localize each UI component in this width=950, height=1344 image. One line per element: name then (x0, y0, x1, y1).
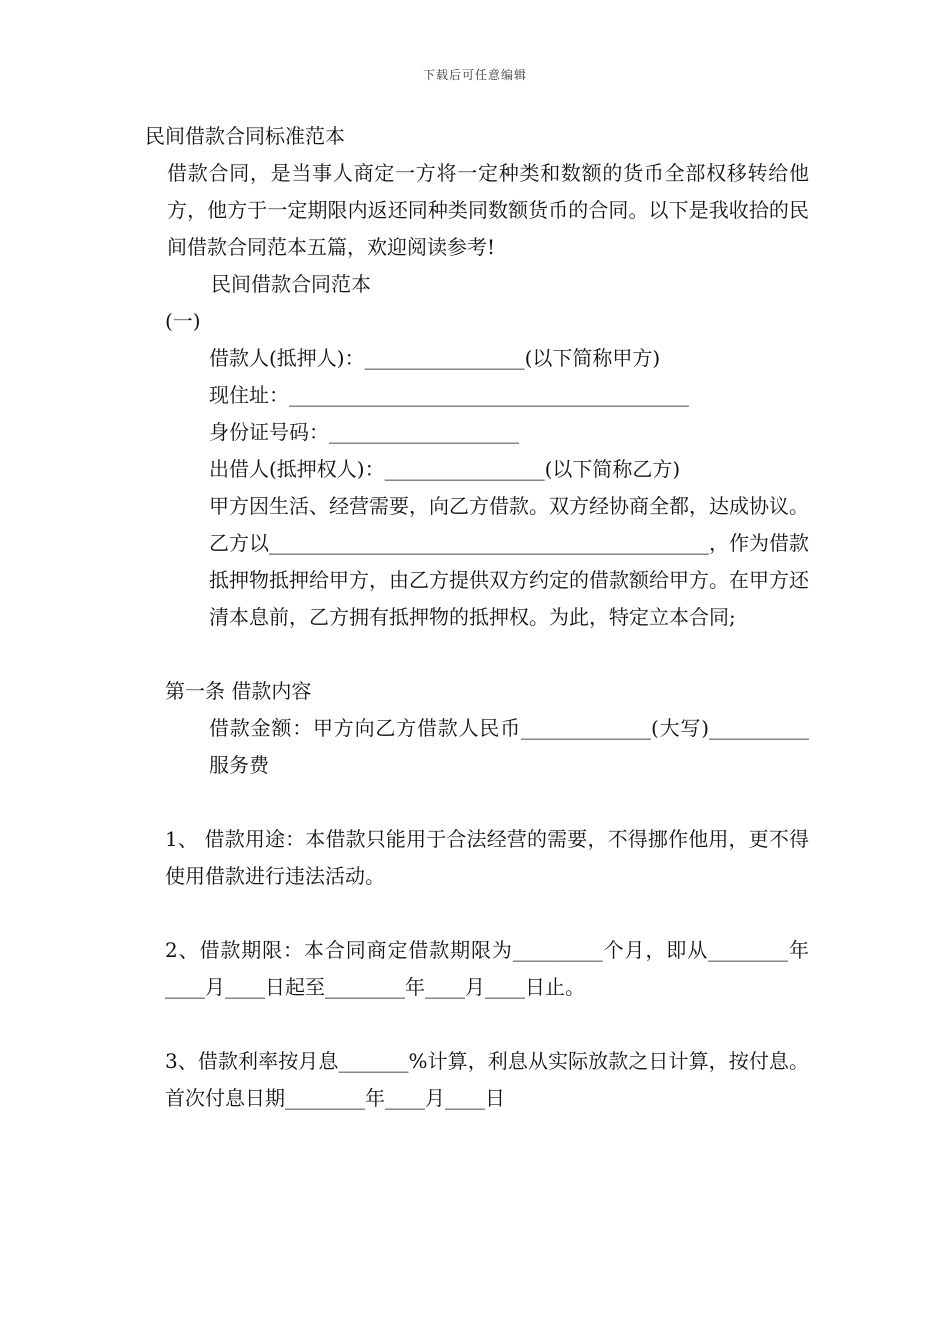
clause-2-loan-term: 2、借款期限：本合同商定借款期限为_________个月，即从________年____月____日起至________年____月____日止。 (165, 938, 809, 999)
document-subtitle: 民间借款合同范本 (211, 272, 371, 296)
agreement-paragraph: 甲方因生活、经营需要，向乙方借款。双方经协商全都，达成协议。乙方以____________________________________________，作为借款抵押物抵押给甲方，由乙方提供双方约定的借款额给甲方。在甲方还清本息前，乙方拥有抵押物的抵押权。为此，特定立本合同; (209, 494, 809, 629)
clause-3-interest-rate: 3、借款利率按月息_______%计算，利息从实际放款之日计算，按付息。首次付息日期________年____月____日 (165, 1049, 809, 1110)
address-line: 现住址：________________________________________ (209, 383, 689, 407)
intro-paragraph: 借款合同，是当事人商定一方将一定种类和数额的货币全部权移转给他方，他方于一定期限内返还同种类同数额货币的合同。以下是我收拾的民间借款合同范本五篇，欢迎阅读参考! (167, 161, 809, 259)
paragraph-gap (145, 1006, 809, 1043)
borrower-line: 借款人(抵押人)：________________(以下简称甲方) (209, 346, 661, 370)
paragraph-gap (145, 636, 809, 673)
id-number-line: 身份证号码：___________________ (209, 420, 519, 444)
document-body (145, 118, 809, 1117)
paragraph-gap (145, 784, 809, 821)
section-number: (一) (165, 309, 201, 333)
paragraph-gap (145, 895, 809, 932)
article-1-heading: 第一条 借款内容 (165, 679, 312, 703)
document-title: 民间借款合同标准范本 (145, 124, 345, 148)
loan-amount-line: 借款金额：甲方向乙方借款人民币_____________(大写)__________服务费 (209, 716, 809, 777)
lender-line: 出借人(抵押权人)：________________(以下简称乙方) (209, 457, 681, 481)
page-header-note: 下载后可任意编辑 (422, 68, 527, 82)
clause-1-loan-purpose: 1、 借款用途：本借款只能用于合法经营的需要，不得挪作他用，更不得使用借款进行违法活动。 (165, 827, 809, 888)
